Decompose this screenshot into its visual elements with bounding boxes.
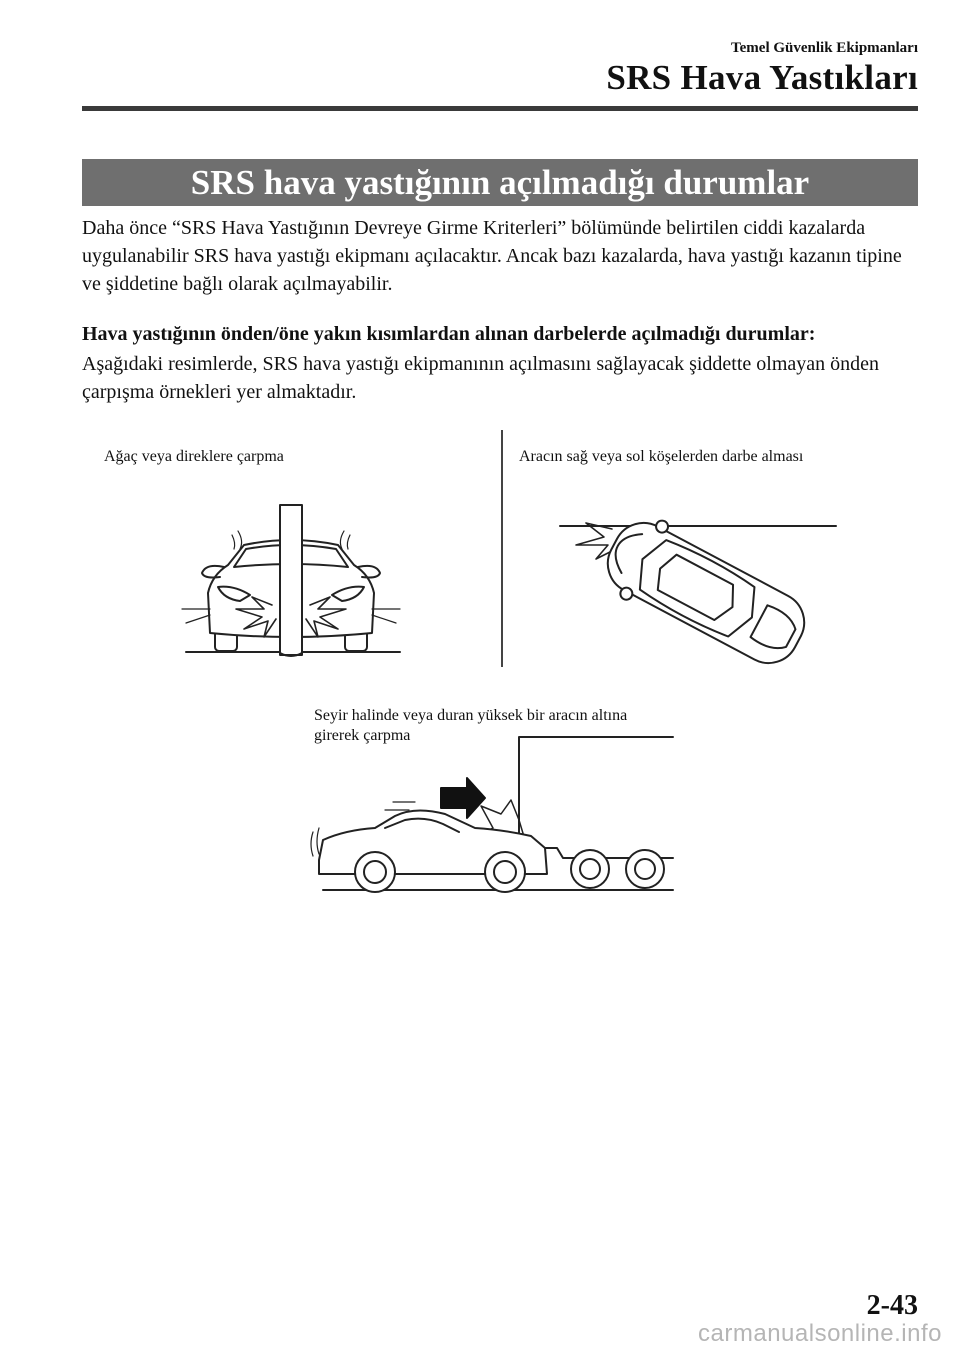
underride-caption: Seyir halinde veya duran yüksek bir aracın altına girerek çarpma	[314, 707, 628, 744]
corner-impact-illustration	[556, 515, 846, 665]
page-number: 2-43	[866, 1290, 918, 1321]
section-label: Temel Güvenlik Ekipmanları	[731, 40, 918, 56]
body-paragraph: Aşağıdaki resimlerde, SRS hava yastığı ekipmanının açılmasını sağlayacak şiddette olmayan önden çarpışma örnekleri yer almaktadır.	[82, 353, 880, 403]
intro-paragraph: Daha önce “SRS Hava Yastığının Devreye Girme Kriterleri” bölümünde belirtilen ciddi kazalarda uygulanabilir SRS hava yastığı ekipmanı açılacaktır. Ancak bazı kazalarda, hava yastığı kazanın tipine ve şiddetine bağlı olarak açılmayabilir.	[82, 217, 902, 295]
section-banner: SRS hava yastığının açılmadığı durumlar	[82, 159, 918, 206]
pole-impact-illustration	[180, 505, 410, 665]
subheading: Hava yastığının önden/öne yakın kısımlardan alınan darbelerde açılmadığı durumlar:	[82, 323, 816, 345]
underride-impact-illustration	[305, 732, 680, 897]
watermark: carmanualsonline.info	[698, 1320, 942, 1347]
header-rule	[82, 106, 918, 111]
figure-divider	[501, 430, 503, 667]
pole-caption: Ağaç veya direklere çarpma	[104, 448, 284, 465]
corner-caption: Aracın sağ veya sol köşelerden darbe alması	[519, 448, 804, 465]
page-header-title: SRS Hava Yastıkları	[606, 58, 918, 97]
